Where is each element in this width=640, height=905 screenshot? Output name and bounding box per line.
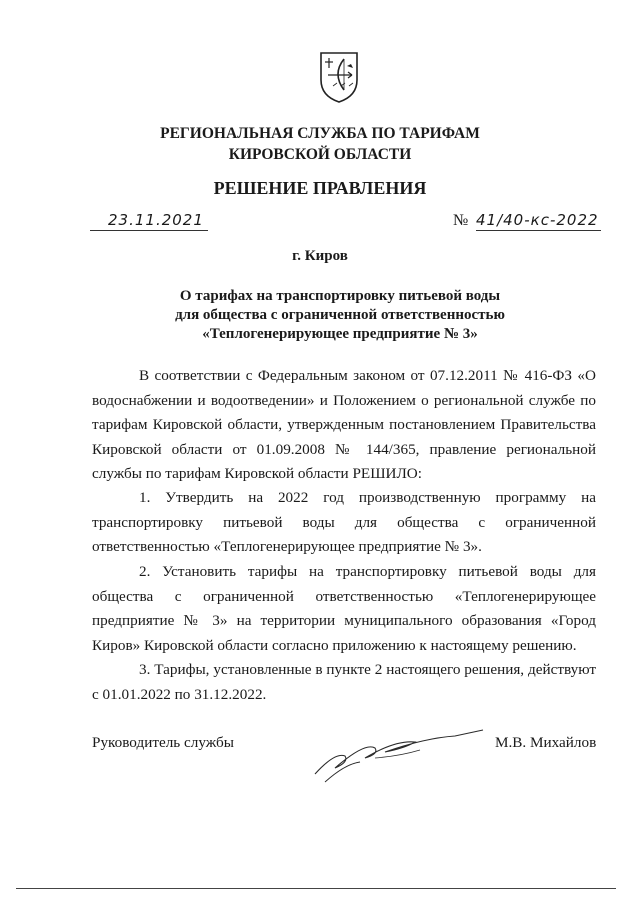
organization-name-line2: КИРОВСКОЙ ОБЛАСТИ xyxy=(228,146,412,163)
clause-1: 1. Утвердить на 2022 год производственную программу на транспортировку питьевой воды для общества с ограниченной ответственностью «Теплогенерирующее предприятие № 3». xyxy=(92,489,596,556)
number-label: № xyxy=(453,212,469,229)
decision-date: 23.11.2021 xyxy=(90,211,208,231)
handwritten-signature xyxy=(305,722,485,792)
clause-3: 3. Тарифы, установленные в пункте 2 настоящего решения, действуют с 01.01.2022 по 31.12.2022. xyxy=(92,661,596,703)
organization-name-line1: РЕГИОНАЛЬНАЯ СЛУЖБА ПО ТАРИФАМ xyxy=(160,125,480,142)
footer-divider xyxy=(16,888,616,889)
decision-number: 41/40-кс-2022 xyxy=(476,211,599,229)
signer-title: Руководитель службы xyxy=(92,734,234,751)
decision-title: РЕШЕНИЕ ПРАВЛЕНИЯ xyxy=(213,178,427,198)
coat-of-arms-icon xyxy=(318,50,360,104)
subject-line1: О тарифах на транспортировку питьевой воды xyxy=(179,288,501,304)
preamble-paragraph: В соответствии с Федеральным законом от 07.12.2011 № 416-ФЗ «О водоснабжении и водоотведении» и Положением о региональной службе по тарифам Кировской области, утвержденным постановлением Правительства Кировской области от 01.09.2008 № 144/365, правление региональной службы по тарифам Кировской области РЕШИЛО: xyxy=(92,367,596,483)
subject-line2: для общества с ограниченной ответственностью xyxy=(175,307,505,323)
clause-2: 2. Установить тарифы на транспортировку питьевой воды для общества с ограниченной ответственностью «Теплогенерирующее предприятие № 3» на территории муниципального образования «Город Киров» Кировской области согласно приложению к настоящему решению. xyxy=(92,563,596,654)
subject-line3: «Теплогенерирующее предприятие № 3» xyxy=(202,326,478,342)
city: г. Киров xyxy=(292,248,348,264)
signer-name: М.В. Михайлов xyxy=(495,734,597,751)
